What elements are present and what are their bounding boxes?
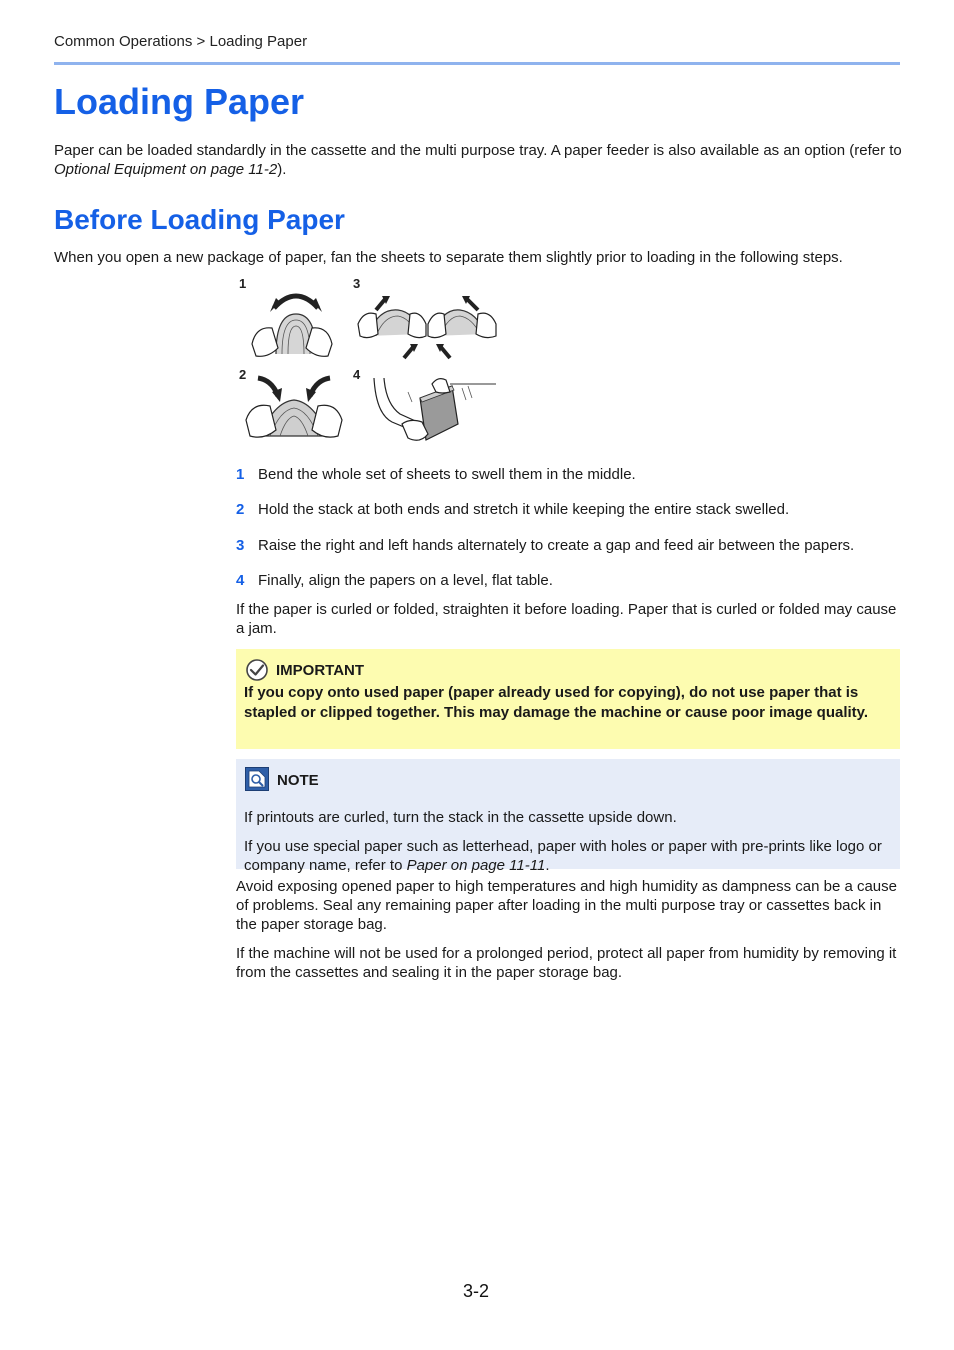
note-box <box>236 759 900 874</box>
step-text: Raise the right and left hands alternately to create a gap and feed air between the papers. <box>258 537 855 554</box>
step-text: Finally, align the papers on a level, flat table. <box>258 572 553 589</box>
note-title: NOTE <box>277 772 319 789</box>
figure-label-3: 3 <box>353 276 361 291</box>
important-box <box>236 649 900 749</box>
closing-paragraph-2: If the machine will not be used for a prolonged period, protect all paper from humidity by removing it from the cassettes and sealing it in the paper storage bag. <box>236 945 897 981</box>
figure-label-4: 4 <box>353 367 361 382</box>
step-number: 3 <box>236 537 245 554</box>
step-number: 2 <box>236 501 245 518</box>
optional-equipment-link[interactable]: Optional Equipment on page 11-2 <box>54 161 278 178</box>
paper-reference-link[interactable]: Paper on page 11-11 <box>406 857 546 874</box>
stretch-stack-illustration <box>244 374 344 444</box>
checkmark-circle-icon <box>245 658 269 682</box>
important-title: IMPORTANT <box>276 662 365 679</box>
header-rule <box>54 62 900 65</box>
intro-text-before: Paper can be loaded standardly in the cassette and the multi purpose tray. A paper feeder is also available as an option (refer to <box>54 142 902 159</box>
figure-label-1: 1 <box>239 276 247 291</box>
closing-paragraph-1: Avoid exposing opened paper to high temperatures and high humidity as dampness can be a cause of problems. Seal any remaining paper after loading in the multi purpose tray or cassettes back in the paper storage bag. <box>236 878 897 933</box>
section-heading: Before Loading Paper <box>54 204 345 235</box>
step-number: 1 <box>236 466 245 483</box>
note-paragraph-2 <box>244 837 894 875</box>
figure-label-2: 2 <box>239 367 247 382</box>
note-text-before: If you use special paper such as letterhead, paper with holes or paper with pre-prints like logo or company name, refer to <box>244 838 882 874</box>
note-icon <box>245 767 269 791</box>
intro-paragraph <box>54 141 914 179</box>
fan-air-illustration <box>356 294 498 362</box>
align-on-table-illustration <box>372 374 498 444</box>
section-intro: When you open a new package of paper, fan the sheets to separate them slightly prior to loading in the following steps. <box>54 249 843 266</box>
note-paragraph-1: If printouts are curled, turn the stack in the cassette upside down. <box>244 809 677 826</box>
page-title: Loading Paper <box>54 81 305 122</box>
paper-fanning-figure <box>232 274 504 446</box>
step-number: 4 <box>236 572 245 589</box>
important-text: If you copy onto used paper (paper already used for copying), do not use paper that is stapled or clipped together. This may damage the machine or cause poor image quality. <box>244 684 869 721</box>
bend-sheets-illustration <box>246 284 338 358</box>
curl-warning-text: If the paper is curled or folded, straighten it before loading. Paper that is curled or folded may cause a jam. <box>236 601 897 637</box>
step-text: Bend the whole set of sheets to swell them in the middle. <box>258 466 636 483</box>
breadcrumb: Common Operations > Loading Paper <box>54 33 308 50</box>
step-text: Hold the stack at both ends and stretch it while keeping the entire stack swelled. <box>258 501 790 518</box>
intro-text-after: ). <box>277 161 287 178</box>
note-text-after: . <box>545 857 550 874</box>
page-number: 3-2 <box>463 1281 490 1301</box>
